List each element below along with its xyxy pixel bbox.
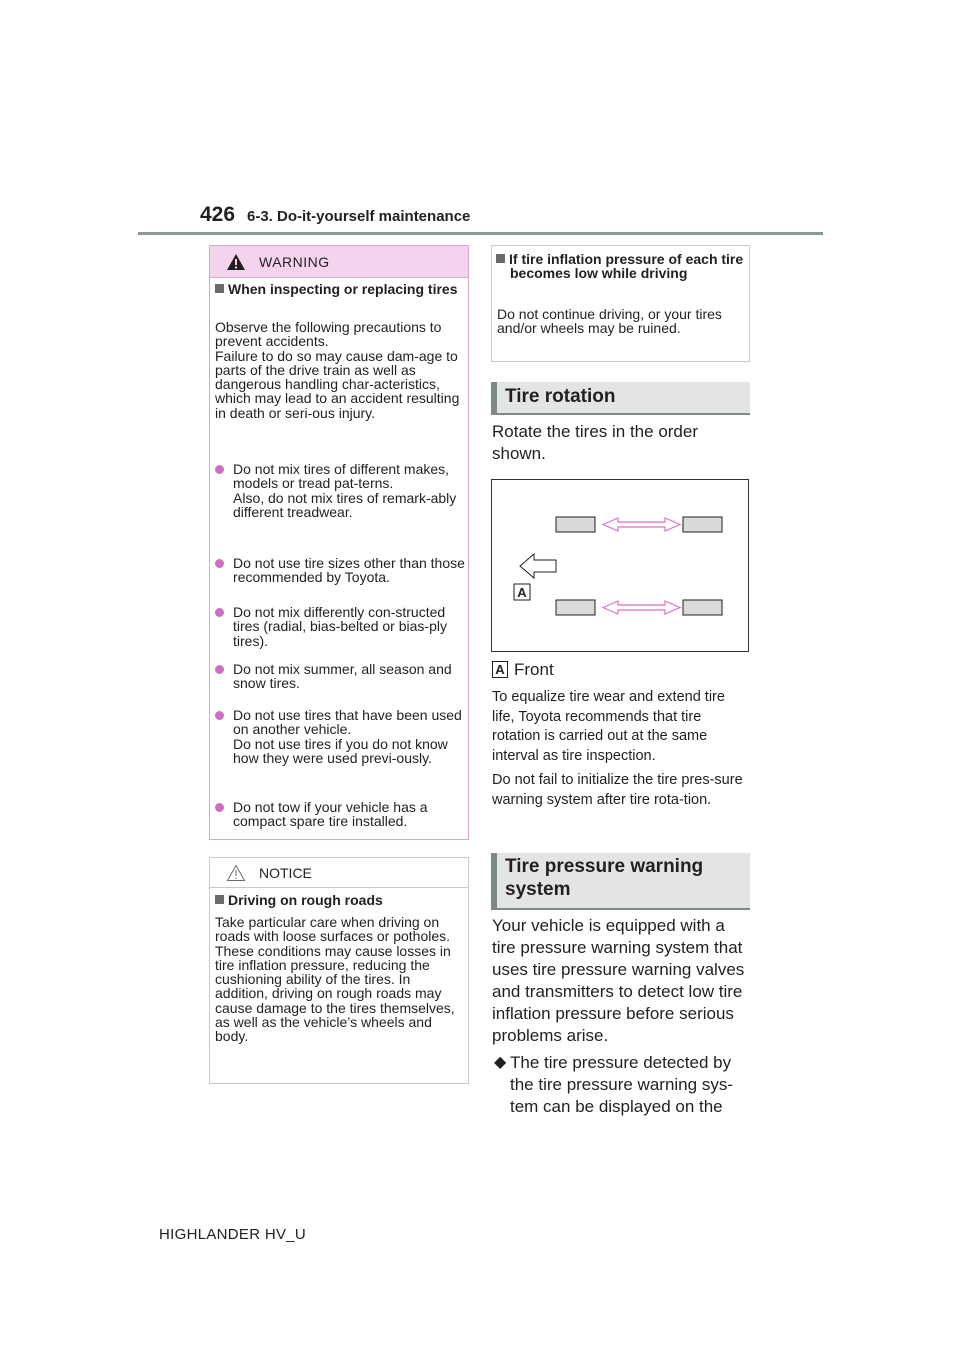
- tire-rear-left: [556, 600, 595, 615]
- diamond-bullet-icon: ◆: [494, 1054, 507, 1071]
- label-a-text: A: [517, 585, 527, 600]
- tpws-bullet: ◆ The tire pressure detected by the tire pressure warning sys-tem can be displayed on the: [494, 1053, 733, 1116]
- warning-bullet: Do not use tire sizes other than those recommended by Toyota.: [215, 556, 467, 586]
- footer-model: HIGHLANDER HV_U: [159, 1226, 307, 1243]
- inflation-subhead: If tire inflation pressure of each tire becomes low while driving: [496, 252, 755, 280]
- tire-front-right: [683, 517, 722, 532]
- tpws-heading-line2: system: [505, 879, 571, 900]
- header-rule: [138, 232, 823, 235]
- tire-rotation-para2: Do not fail to initialize the tire pres-sure warning system after tire rota-tion.: [492, 772, 743, 808]
- caution-triangle-icon: [226, 864, 246, 882]
- notice-title: NOTICE: [259, 865, 312, 881]
- section-title: 6-3. Do-it-yourself maintenance: [247, 208, 471, 225]
- tire-front-left: [556, 517, 595, 532]
- notice-box: [209, 857, 469, 1084]
- warning-bullet: Do not mix differently con-structed tires (radial, bias-belted or bias-ply tires).: [215, 605, 467, 649]
- bullet-dot-icon: [215, 608, 224, 617]
- warning-header: [210, 246, 468, 278]
- square-bullet-icon: [496, 254, 505, 263]
- tire-rotation-figure: [491, 479, 749, 652]
- warning-bullet: Do not mix tires of different makes, models or tread pat-terns. Also, do not mix tires of remark-ably different treadwear.: [215, 462, 467, 522]
- page-number: 426: [200, 203, 236, 226]
- bullet-dot-icon: [215, 711, 224, 720]
- tire-rear-right: [683, 600, 722, 615]
- bullet-dot-icon: [215, 803, 224, 812]
- warning-bullet: Do not mix summer, all season and snow tires.: [215, 662, 467, 692]
- inflation-box: [491, 245, 750, 362]
- tpws-heading-bar: [491, 853, 750, 910]
- square-bullet-icon: [215, 284, 224, 293]
- tire-rotation-intro: Rotate the tires in the order shown.: [492, 422, 699, 463]
- warning-intro: Observe the following precautions to prevent accidents. Failure to do so may cause dam-age to parts of the drive train as well as dangerous handling char-acteristics, which may lead to an accident resulting in death or seri-ous injury.: [215, 319, 460, 421]
- warning-title: WARNING: [259, 254, 330, 270]
- tire-rotation-heading: Tire rotation: [505, 386, 616, 407]
- rotation-arrow-front: [603, 518, 680, 531]
- notice-subhead: Driving on rough roads: [215, 893, 465, 907]
- warning-subhead: When inspecting or replacing tires: [215, 282, 465, 296]
- square-bullet-icon: [215, 895, 224, 904]
- tire-rotation-diagram: [492, 480, 748, 651]
- legend-text-front: Front: [514, 660, 554, 679]
- notice-body: Take particular care when driving on roads with loose surfaces or potholes. These conditions may cause losses in tire inflation pressure, reducing the cushioning ability of the tires. In addition, driving on rough roads may cause damage to the tires themselves, as well as the vehicle’s wheels and body.: [215, 914, 455, 1045]
- warning-triangle-icon: [226, 253, 246, 271]
- tire-rotation-para1: To equalize tire wear and extend tire life, Toyota recommends that tire rotation is carried out at the same interval as tire inspection.: [492, 689, 725, 764]
- bullet-dot-icon: [215, 465, 224, 474]
- rotation-arrow-rear: [603, 601, 680, 614]
- tire-rotation-heading-bar: [491, 382, 750, 415]
- tpws-body: Your vehicle is equipped with a tire pressure warning system that uses tire pressure warning valves and transmitters to detect low tire inflation pressure before serious problems arise.: [492, 916, 745, 1045]
- inflation-body: Do not continue driving, or your tires and/or wheels may be ruined.: [497, 306, 722, 337]
- tpws-heading-line1: Tire pressure warning: [505, 856, 704, 877]
- warning-box: [209, 245, 469, 840]
- front-direction-arrow-icon: [520, 554, 556, 578]
- legend-key-a: A: [492, 661, 508, 678]
- bullet-dot-icon: [215, 559, 224, 568]
- bullet-dot-icon: [215, 665, 224, 674]
- warning-bullet: Do not use tires that have been used on another vehicle. Do not use tires if you do not know how they were used previ-ously.: [215, 708, 467, 782]
- warning-bullet: Do not tow if your vehicle has a compact spare tire installed.: [215, 800, 467, 830]
- notice-header: [210, 858, 468, 888]
